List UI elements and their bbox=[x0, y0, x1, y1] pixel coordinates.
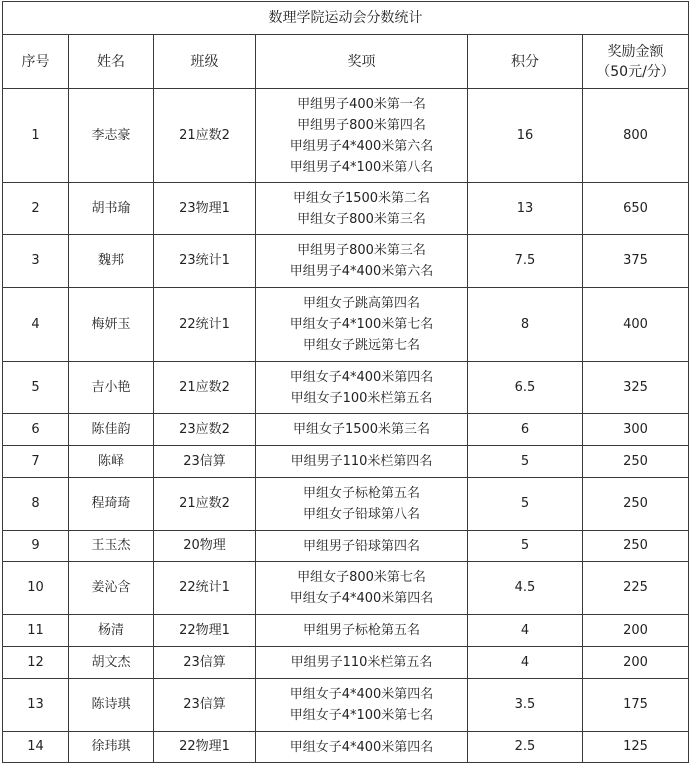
cell-class: 21应数2 bbox=[154, 362, 256, 414]
table-row bbox=[3, 183, 689, 235]
cell-score: 5 bbox=[468, 446, 583, 478]
table-row bbox=[3, 732, 689, 763]
cell-class: 22物理1 bbox=[154, 615, 256, 647]
cell-reward: 225 bbox=[583, 562, 689, 615]
award-line: 甲组女子4*400米第四名 bbox=[289, 739, 434, 755]
table-row bbox=[3, 562, 689, 615]
award-line: 甲组女子800米第三名 bbox=[297, 211, 426, 227]
award-line: 甲组女子4*100米第七名 bbox=[289, 317, 434, 332]
cell-class: 22物理1 bbox=[154, 732, 256, 763]
award-line: 甲组女子4*100米第七名 bbox=[289, 708, 434, 723]
cell-class: 20物理 bbox=[154, 531, 256, 562]
cell-award bbox=[256, 235, 468, 288]
score-table bbox=[2, 1, 689, 763]
cell-score: 3.5 bbox=[468, 679, 583, 732]
cell-score: 2.5 bbox=[468, 732, 583, 763]
award-line: 甲组女子铅球第八名 bbox=[302, 507, 420, 522]
cell-index: 1 bbox=[3, 89, 69, 183]
cell-score: 16 bbox=[468, 89, 583, 183]
cell-class: 22统计1 bbox=[154, 562, 256, 615]
cell-reward: 400 bbox=[583, 288, 689, 362]
cell-award bbox=[256, 732, 468, 763]
table-row bbox=[3, 647, 689, 679]
cell-award bbox=[256, 183, 468, 235]
table-row bbox=[3, 446, 689, 478]
cell-name: 徐玮琪 bbox=[69, 732, 154, 763]
cell-name: 李志豪 bbox=[69, 89, 154, 183]
cell-name: 姜沁含 bbox=[69, 562, 154, 615]
cell-class: 22统计1 bbox=[154, 288, 256, 362]
cell-score: 8 bbox=[468, 288, 583, 362]
cell-award bbox=[256, 89, 468, 183]
award-line: 甲组男子110米栏第五名 bbox=[290, 655, 433, 670]
cell-class: 23应数2 bbox=[154, 414, 256, 446]
award-line: 甲组女子4*400米第四名 bbox=[289, 687, 434, 702]
cell-index: 5 bbox=[3, 362, 69, 414]
cell-reward: 250 bbox=[583, 531, 689, 562]
cell-reward: 200 bbox=[583, 647, 689, 679]
award-line: 甲组女子1500米第二名 bbox=[292, 190, 431, 206]
title-row bbox=[3, 2, 689, 35]
cell-name: 陈峄 bbox=[69, 446, 154, 478]
table-row bbox=[3, 615, 689, 647]
header-reward bbox=[583, 35, 689, 89]
table-row bbox=[3, 414, 689, 446]
cell-index: 11 bbox=[3, 615, 69, 647]
cell-class: 23信算 bbox=[154, 446, 256, 478]
award-line: 甲组女子标枪第五名 bbox=[302, 486, 420, 501]
award-line: 甲组女子1500米第三名 bbox=[292, 422, 431, 437]
header-index: 序号 bbox=[3, 35, 69, 89]
cell-score: 6.5 bbox=[468, 362, 583, 414]
table-row bbox=[3, 288, 689, 362]
cell-name: 程琦琦 bbox=[69, 478, 154, 531]
cell-score: 4 bbox=[468, 615, 583, 647]
award-line: 甲组男子4*400米第六名 bbox=[289, 138, 434, 154]
cell-award bbox=[256, 562, 468, 615]
cell-score: 4.5 bbox=[468, 562, 583, 615]
cell-reward: 325 bbox=[583, 362, 689, 414]
cell-award bbox=[256, 362, 468, 414]
table-row bbox=[3, 679, 689, 732]
award-line: 甲组女子800米第七名 bbox=[297, 570, 426, 585]
cell-reward: 800 bbox=[583, 89, 689, 183]
header-score: 积分 bbox=[468, 35, 583, 89]
cell-name: 陈佳韵 bbox=[69, 414, 154, 446]
cell-reward: 300 bbox=[583, 414, 689, 446]
cell-class: 23物理1 bbox=[154, 183, 256, 235]
table-body bbox=[3, 89, 689, 763]
cell-reward: 200 bbox=[583, 615, 689, 647]
header-award: 奖项 bbox=[256, 35, 468, 89]
header-reward-line2: （50元/分） bbox=[596, 63, 675, 80]
cell-index: 7 bbox=[3, 446, 69, 478]
cell-reward: 250 bbox=[583, 478, 689, 531]
table-row bbox=[3, 531, 689, 562]
award-line: 甲组男子4*400米第六名 bbox=[289, 264, 434, 279]
cell-award bbox=[256, 478, 468, 531]
cell-index: 2 bbox=[3, 183, 69, 235]
award-line: 甲组男子110米栏第四名 bbox=[290, 454, 433, 469]
cell-award bbox=[256, 615, 468, 647]
cell-score: 5 bbox=[468, 531, 583, 562]
header-reward-line1: 奖励金额 bbox=[607, 43, 664, 60]
cell-name: 梅妍玉 bbox=[69, 288, 154, 362]
header-name: 姓名 bbox=[69, 35, 154, 89]
award-line: 甲组女子跳远第七名 bbox=[302, 338, 420, 353]
table-title: 数理学院运动会分数统计 bbox=[3, 2, 689, 35]
cell-score: 5 bbox=[468, 478, 583, 531]
cell-name: 王玉杰 bbox=[69, 531, 154, 562]
cell-reward: 650 bbox=[583, 183, 689, 235]
cell-score: 6 bbox=[468, 414, 583, 446]
cell-index: 13 bbox=[3, 679, 69, 732]
cell-award bbox=[256, 679, 468, 732]
cell-class: 23信算 bbox=[154, 647, 256, 679]
award-line: 甲组男子800米第四名 bbox=[297, 117, 426, 133]
cell-score: 4 bbox=[468, 647, 583, 679]
cell-award bbox=[256, 414, 468, 446]
cell-award bbox=[256, 446, 468, 478]
cell-name: 魏邦 bbox=[69, 235, 154, 288]
cell-name: 胡文杰 bbox=[69, 647, 154, 679]
cell-score: 7.5 bbox=[468, 235, 583, 288]
cell-index: 8 bbox=[3, 478, 69, 531]
cell-name: 胡书瑜 bbox=[69, 183, 154, 235]
table-row bbox=[3, 89, 689, 183]
cell-reward: 250 bbox=[583, 446, 689, 478]
header-class: 班级 bbox=[154, 35, 256, 89]
table-row bbox=[3, 478, 689, 531]
award-line: 甲组男子400米第一名 bbox=[297, 96, 426, 112]
cell-index: 4 bbox=[3, 288, 69, 362]
award-line: 甲组女子跳高第四名 bbox=[302, 296, 420, 311]
header-row bbox=[3, 35, 689, 89]
cell-index: 9 bbox=[3, 531, 69, 562]
table-row bbox=[3, 362, 689, 414]
award-line: 甲组男子标枪第五名 bbox=[302, 623, 420, 638]
table-row bbox=[3, 235, 689, 288]
cell-reward: 125 bbox=[583, 732, 689, 763]
cell-award bbox=[256, 647, 468, 679]
award-line: 甲组男子4*100米第八名 bbox=[289, 159, 434, 175]
award-line: 甲组女子4*400米第四名 bbox=[289, 591, 434, 606]
award-line: 甲组男子800米第三名 bbox=[297, 243, 426, 258]
cell-class: 23信算 bbox=[154, 679, 256, 732]
award-line: 甲组男子铅球第四名 bbox=[302, 538, 420, 554]
cell-class: 23统计1 bbox=[154, 235, 256, 288]
award-line: 甲组女子4*400米第四名 bbox=[289, 369, 434, 385]
cell-name: 吉小艳 bbox=[69, 362, 154, 414]
cell-reward: 375 bbox=[583, 235, 689, 288]
award-line: 甲组女子100米栏第五名 bbox=[290, 390, 433, 406]
cell-name: 陈诗琪 bbox=[69, 679, 154, 732]
cell-reward: 175 bbox=[583, 679, 689, 732]
cell-index: 6 bbox=[3, 414, 69, 446]
cell-name: 杨清 bbox=[69, 615, 154, 647]
cell-award bbox=[256, 531, 468, 562]
cell-index: 3 bbox=[3, 235, 69, 288]
cell-class: 21应数2 bbox=[154, 89, 256, 183]
cell-class: 21应数2 bbox=[154, 478, 256, 531]
cell-award bbox=[256, 288, 468, 362]
cell-score: 13 bbox=[468, 183, 583, 235]
cell-index: 14 bbox=[3, 732, 69, 763]
cell-index: 12 bbox=[3, 647, 69, 679]
cell-index: 10 bbox=[3, 562, 69, 615]
